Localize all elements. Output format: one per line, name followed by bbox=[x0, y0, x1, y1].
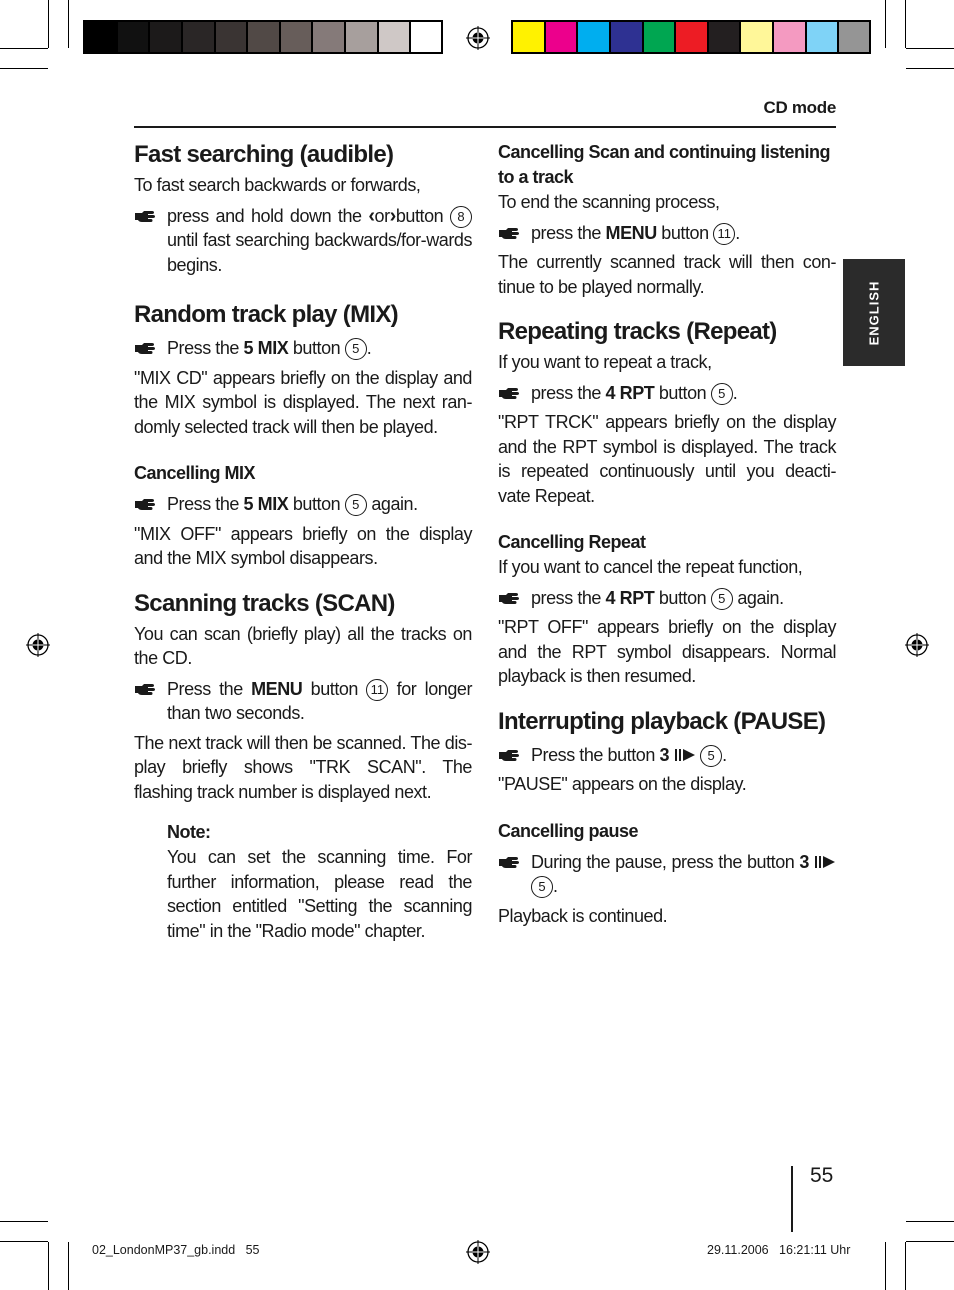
crop-mark bbox=[68, 0, 69, 48]
hand-pointer-icon bbox=[498, 748, 520, 762]
crop-mark bbox=[906, 1241, 954, 1242]
crop-mark bbox=[0, 1221, 48, 1222]
registration-mark-icon bbox=[466, 1240, 490, 1264]
paragraph: Playback is continued. bbox=[498, 905, 668, 926]
crop-mark bbox=[48, 0, 49, 48]
hand-pointer-icon bbox=[498, 226, 520, 240]
subheading-cancel-mix: Cancelling MIX bbox=[134, 463, 256, 483]
instruction-step: Press the 5 MIX button 5 . bbox=[134, 336, 472, 361]
instruction-step: Press the 5 MIX button 5 again. bbox=[134, 492, 472, 517]
hand-pointer-icon bbox=[134, 209, 156, 223]
hand-pointer-icon bbox=[134, 497, 156, 511]
note-title: Note: bbox=[167, 822, 211, 842]
button-number-badge: 5 bbox=[345, 494, 367, 516]
chevron-right-icon: › bbox=[389, 204, 396, 227]
left-column bbox=[134, 140, 472, 943]
instruction-step: Press the button 3 5 . bbox=[498, 743, 836, 768]
running-header: CD mode bbox=[763, 98, 836, 117]
hand-pointer-icon bbox=[498, 855, 520, 869]
hand-pointer-icon bbox=[498, 591, 520, 605]
crop-mark bbox=[905, 1242, 906, 1290]
paragraph: "PAUSE" appears on the display. bbox=[498, 774, 747, 794]
crop-mark bbox=[0, 48, 48, 49]
paragraph: To fast search backwards or forwards, bbox=[134, 175, 421, 195]
note-text: You can set the scanning time. For further information, please read the section entitled "Setting the scanning time" in the "Radio mode" chapter. bbox=[167, 847, 472, 941]
play-pause-icon bbox=[814, 855, 836, 869]
paragraph: If you want to repeat a track, bbox=[498, 352, 712, 372]
paragraph: You can scan (briefly play) all the tracks on the CD. bbox=[134, 623, 472, 668]
subheading-cancel-repeat: Cancelling Repeat bbox=[498, 532, 646, 552]
crop-mark bbox=[0, 1241, 48, 1242]
paragraph: The currently scanned track will then con-tinue to be played normally. bbox=[498, 252, 836, 297]
registration-mark-icon bbox=[905, 633, 929, 657]
paragraph: "MIX OFF" appears briefly on the display and the MIX symbol disappears. bbox=[134, 523, 472, 568]
page-number-rule bbox=[791, 1166, 793, 1232]
section-title-repeat: Repeating tracks (Repeat) bbox=[498, 318, 777, 345]
process-color-bar bbox=[511, 20, 871, 54]
button-number-badge: 11 bbox=[366, 679, 388, 701]
subheading-cancel-scan: Cancelling Scan and continuing listening to a track bbox=[498, 142, 831, 187]
section-title-fast-search: Fast searching (audible) bbox=[134, 141, 394, 168]
header-rule bbox=[134, 126, 836, 128]
language-tab bbox=[843, 259, 905, 366]
button-number-badge: 8 bbox=[450, 206, 472, 228]
crop-mark bbox=[885, 1242, 886, 1290]
crop-mark bbox=[905, 0, 906, 48]
paragraph: "RPT OFF" appears briefly on the display and the RPT symbol disappears. Normal playback is then resumed. bbox=[498, 617, 836, 686]
crop-mark bbox=[906, 1221, 954, 1222]
file-slug: 02_LondonMP37_gb.indd 55 bbox=[92, 1243, 260, 1257]
crop-mark bbox=[885, 0, 886, 48]
timestamp-slug: 29.11.2006 16:21:11 Uhr bbox=[707, 1243, 851, 1257]
paragraph: To end the scanning process, bbox=[498, 192, 720, 212]
paragraph: "RPT TRCK" appears briefly on the display and the RPT symbol is displayed. The track is repeated continuously until you deacti-vate Repeat. bbox=[498, 412, 836, 506]
page-number: 55 bbox=[810, 1164, 834, 1187]
button-number-badge: 5 bbox=[711, 383, 733, 405]
section-title-pause: Interrupting playback (PAUSE) bbox=[498, 707, 826, 735]
crop-mark bbox=[906, 68, 954, 69]
right-column bbox=[498, 140, 836, 928]
paragraph: "MIX CD" appears briefly on the display and the MIX symbol is displayed. The next ran-domly selected track will then be played. bbox=[134, 367, 472, 437]
hand-pointer-icon bbox=[134, 682, 156, 696]
note-box bbox=[134, 820, 472, 943]
button-number-badge: 5 bbox=[531, 876, 553, 898]
button-number-badge: 5 bbox=[700, 745, 722, 767]
crop-mark bbox=[906, 48, 954, 49]
instruction-step: press the 4 RPT button 5 . bbox=[498, 381, 836, 406]
instruction-step: Press the MENU button 11 for longer than two seconds. bbox=[134, 677, 472, 726]
instruction-step: press the MENU button 11 . bbox=[498, 221, 836, 246]
hand-pointer-icon bbox=[134, 341, 156, 355]
registration-mark-icon bbox=[466, 26, 490, 50]
subheading-cancel-pause: Cancelling pause bbox=[498, 820, 639, 841]
registration-mark-icon bbox=[26, 633, 50, 657]
grayscale-color-bar bbox=[83, 20, 443, 54]
hand-pointer-icon bbox=[498, 386, 520, 400]
crop-mark bbox=[0, 68, 48, 69]
crop-mark bbox=[48, 1242, 49, 1290]
paragraph: The next track will then be scanned. The dis-play briefly shows "TRK SCAN". The flashing track number is displayed next. bbox=[134, 732, 472, 802]
button-number-badge: 11 bbox=[713, 223, 735, 245]
language-tab-label: ENGLISH bbox=[866, 280, 882, 345]
section-title-scan: Scanning tracks (SCAN) bbox=[134, 589, 395, 617]
button-number-badge: 5 bbox=[711, 588, 733, 610]
paragraph: If you want to cancel the repeat function, bbox=[498, 557, 803, 577]
play-pause-icon bbox=[674, 748, 696, 762]
button-number-badge: 5 bbox=[345, 338, 367, 360]
instruction-step: press and hold down the ‹or›button 8 until fast searching backwards/for-wards begins. bbox=[134, 204, 472, 278]
chevron-left-icon: ‹ bbox=[368, 204, 375, 227]
instruction-step: During the pause, press the button 3 5 . bbox=[498, 850, 836, 899]
crop-mark bbox=[68, 1242, 69, 1290]
instruction-step: press the 4 RPT button 5 again. bbox=[498, 586, 836, 611]
section-title-random-play: Random track play (MIX) bbox=[134, 301, 398, 328]
